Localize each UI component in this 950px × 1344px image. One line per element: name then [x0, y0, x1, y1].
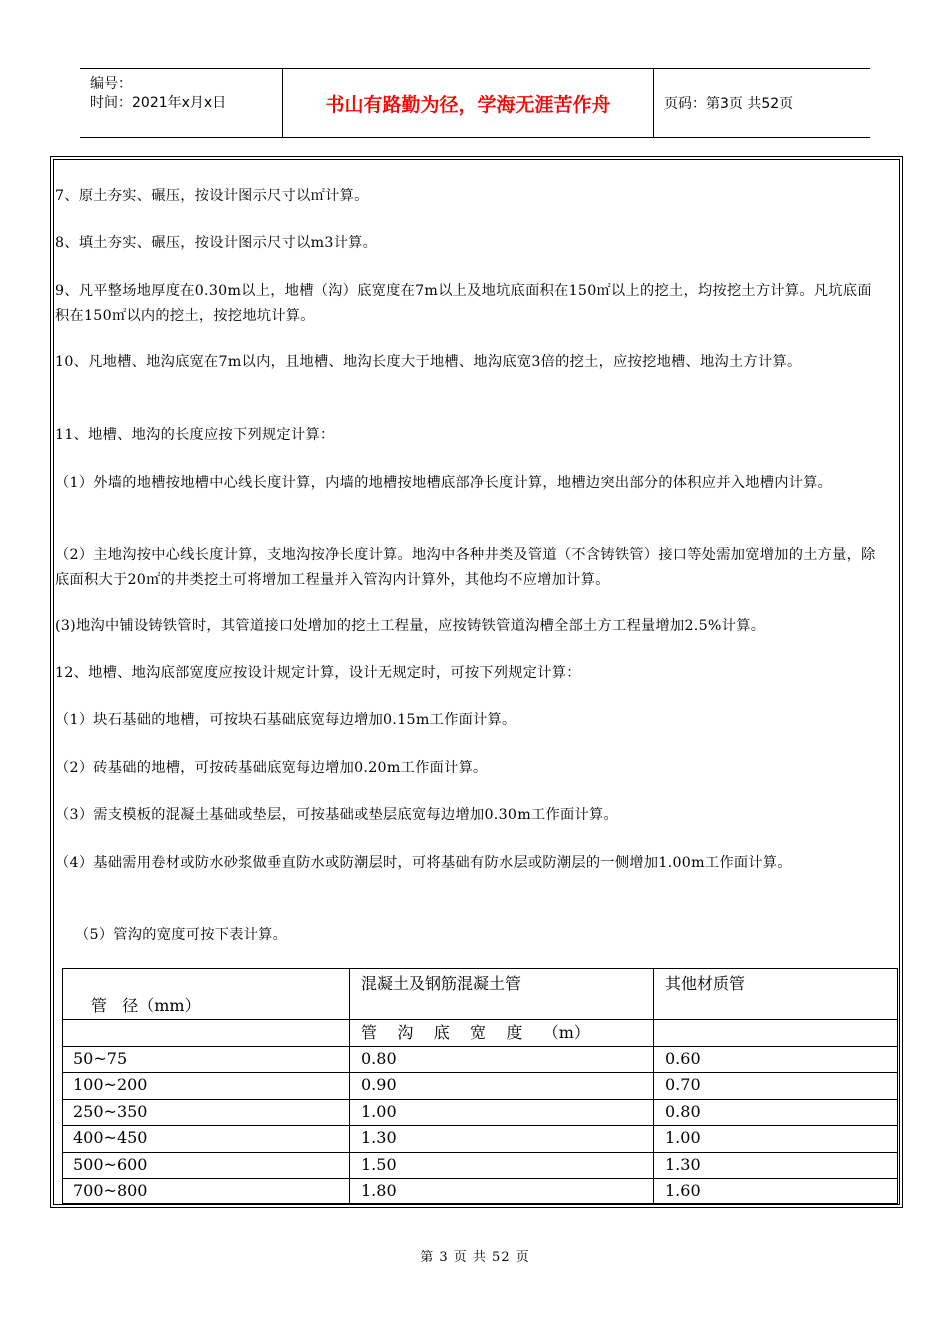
header-diameter: 管 径（mm）: [91, 996, 201, 1015]
header-meta: [80, 69, 283, 137]
paragraph: (3)地沟中铺设铸铁管时，其管道接口处增加的挖土工程量，应按铸铁管道沟槽全部土方工程量增加2.5%计算。: [55, 618, 766, 634]
table-cell-diameter: 250~350: [73, 1102, 148, 1121]
table-divider: [653, 969, 654, 1203]
table-cell-other: 1.00: [665, 1128, 701, 1147]
paragraph: 9、凡平整场地厚度在0.30m以上，地槽（沟）底宽度在7m以上及地坑底面积在150㎡以上的挖土，均按挖土方计算。凡坑底面积在150㎡以内的挖土，按挖地坑计算。: [55, 283, 872, 324]
header-concrete-pipe: 混凝土及钢筋混凝土管: [361, 974, 522, 993]
table-cell-diameter: 700~800: [73, 1181, 148, 1200]
paragraph: （4）基础需用卷材或防水砂浆做垂直防水或防潮层时，可将基础有防水层或防潮层的一侧增加1.00m工作面计算。: [55, 855, 792, 871]
paragraph: （5）管沟的宽度可按下表计算。: [75, 927, 288, 943]
table-divider: [63, 1072, 897, 1073]
table-cell-other: 0.80: [665, 1102, 701, 1121]
paragraph: （1）外墙的地槽按地槽中心线长度计算，内墙的地槽按地槽底部净长度计算，地槽边突出部分的体积应并入地槽内计算。: [55, 475, 833, 491]
table-divider: [63, 1152, 897, 1153]
date-label: 时间：2021年x月x日: [90, 95, 227, 111]
paragraph: 8、填土夯实、碾压，按设计图示尺寸以m3计算。: [55, 235, 378, 251]
table-cell-diameter: 400~450: [73, 1128, 148, 1147]
page-footer: 第 3 页 共 52 页: [420, 1250, 530, 1265]
table-divider: [349, 969, 350, 1203]
pipe-width-table: [62, 968, 898, 1204]
table-cell-concrete: 0.90: [361, 1075, 397, 1094]
table-cell-concrete: 1.80: [361, 1181, 397, 1200]
table-cell-other: 1.60: [665, 1181, 701, 1200]
header-other-pipe: 其他材质管: [665, 974, 746, 993]
table-cell-other: 0.60: [665, 1049, 701, 1068]
paragraph: 12、地槽、地沟底部宽度应按设计规定计算，设计无规定时，可按下列规定计算：: [55, 665, 581, 681]
paragraph: 7、原土夯实、碾压，按设计图示尺寸以㎡计算。: [55, 188, 369, 204]
table-divider: [63, 1125, 897, 1126]
header-trench-width: 管 沟 底 宽 度 （m）: [361, 1023, 590, 1042]
table-cell-other: 0.70: [665, 1075, 701, 1094]
motto: 书山有路勤为径，学海无涯苦作舟: [283, 69, 654, 137]
table-cell-concrete: 1.30: [361, 1128, 397, 1147]
paragraph: （2）砖基础的地槽，可按砖基础底宽每边增加0.20m工作面计算。: [55, 760, 488, 776]
document-header: [80, 68, 870, 138]
table-divider: [63, 1019, 897, 1020]
serial-label: 编号：: [90, 76, 132, 92]
paragraph: 11、地槽、地沟的长度应按下列规定计算：: [55, 427, 335, 443]
table-cell-other: 1.30: [665, 1155, 701, 1174]
paragraph: （1）块石基础的地槽，可按块石基础底宽每边增加0.15m工作面计算。: [55, 712, 517, 728]
table-divider: [63, 1178, 897, 1179]
table-cell-diameter: 500~600: [73, 1155, 148, 1174]
table-cell-diameter: 100~200: [73, 1075, 148, 1094]
page-info: 页码：第3页 共52页: [664, 96, 794, 112]
table-cell-concrete: 1.50: [361, 1155, 397, 1174]
table-cell-diameter: 50~75: [73, 1049, 128, 1068]
paragraph: 10、凡地槽、地沟底宽在7m以内，且地槽、地沟长度大于地槽、地沟底宽3倍的挖土，应按挖地槽、地沟土方计算。: [55, 354, 802, 370]
table-cell-concrete: 0.80: [361, 1049, 397, 1068]
paragraph: （2）主地沟按中心线长度计算，支地沟按净长度计算。地沟中各种井类及管道（不含铸铁管）接口等处需加宽增加的土方量，除底面积大于20㎡的井类挖土可将增加工程量并入管沟内计算外，其他均不应增加计算。: [55, 547, 876, 588]
table-divider: [63, 1099, 897, 1100]
paragraph: （3）需支模板的混凝土基础或垫层，可按基础或垫层底宽每边增加0.30m工作面计算。: [55, 807, 618, 823]
table-divider: [63, 1046, 897, 1047]
table-cell-concrete: 1.00: [361, 1102, 397, 1121]
